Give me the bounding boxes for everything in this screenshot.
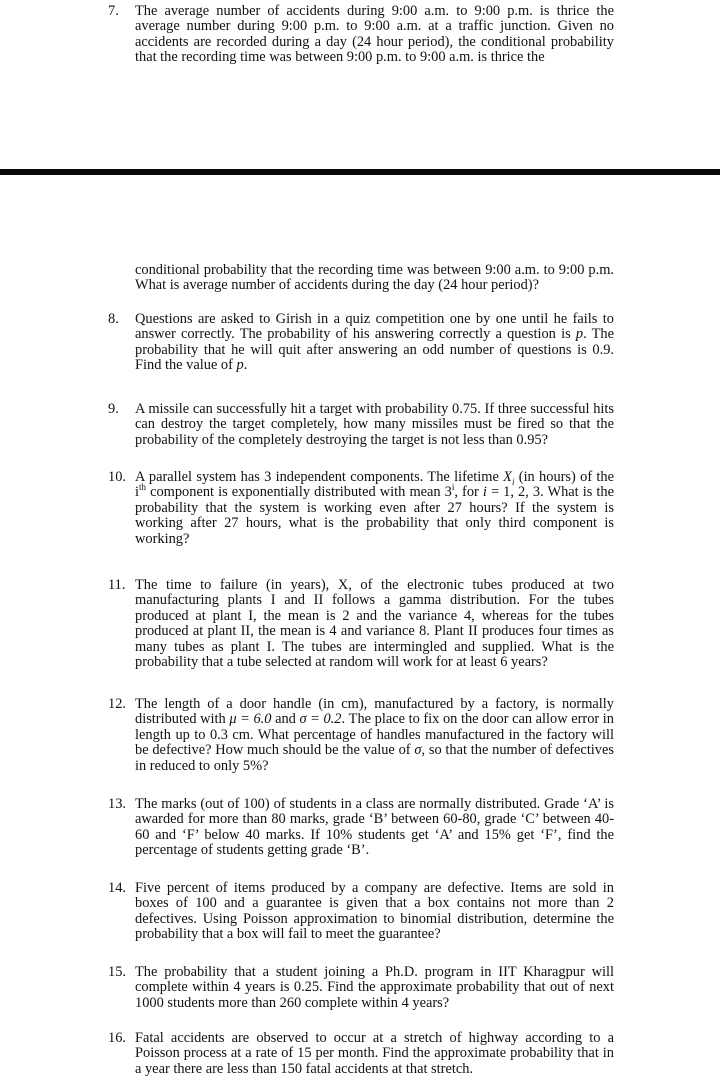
question-number: 8. xyxy=(108,311,119,327)
question-number: 7. xyxy=(108,3,119,19)
question-number: 10. xyxy=(108,469,126,485)
question-12 xyxy=(108,697,614,774)
question-10 xyxy=(108,470,614,547)
question-text: Fatal accidents are observed to occur at a stretch of highway according to a Poisson process at a rate of 15 per month. Find the approximate probability that in a year there are less than 150 fatal accidents at that stretch. xyxy=(135,1030,614,1077)
question-13 xyxy=(108,797,614,859)
question-text: A parallel system has 3 independent components. The lifetime $X_i$ (in hours) of the $i^{th}$ component is exponentially distributed with mean 3$^i$, for i = 1, 2, 3. What is the probability that the system is working even after 27 hours? If the system is working after 27 hours, what is the probability that only third component is working? xyxy=(135,469,615,547)
question-number: 11. xyxy=(108,577,126,593)
question-text: Questions are asked to Girish in a quiz competition one by one until he fails to answer correctly. The probability of his answering correctly a question is p. The probability that he will quit after answering an odd number of questions is 0.9. Find the value of p. xyxy=(135,311,614,374)
question-number: 16. xyxy=(108,1030,126,1046)
question-11 xyxy=(108,578,614,670)
question-text: Five percent of items produced by a company are defective. Items are sold in boxes of 100 and a guarantee is given that a box contains not more than 2 defectives. Using Poisson approximation to binomial distribution, determine the probability that a box will fail to meet the guarantee? xyxy=(135,880,614,943)
question-7-fragment xyxy=(108,4,614,66)
question-9 xyxy=(108,402,614,448)
question-number: 9. xyxy=(108,401,119,417)
question-14 xyxy=(108,881,614,943)
question-16 xyxy=(108,1031,614,1077)
question-text: The time to failure (in years), X, of the electronic tubes produced at two manufacturing plants I and II follows a gamma distribution. For the tubes produced at plant I, the mean is 2 and the variance 4, whereas for the tubes produced at plant II, the mean is 4 and variance 8. Plant II produces four times as many tubes as plant I. The tubes are intermingled and supplied. What is the probability that a tube selected at random will work for at least 6 years? xyxy=(135,577,614,671)
question-text: The probability that a student joining a Ph.D. program in IIT Kharagpur will complete within 4 years is 0.25. Find the approximate probability that out of next 1000 students more than 260 complete within 4 years? xyxy=(135,964,614,1011)
question-text: The average number of accidents during 9:00 a.m. to 9:00 p.m. is thrice the average number during 9:00 p.m. to 9:00 a.m. at a traffic junction. Given no accidents are recorded during a day (24 hour period), the conditional probability that the recording time was between 9:00 p.m. to 9:00 a.m. is thrice the xyxy=(135,3,614,66)
question-text: The length of a door handle (in cm), manufactured by a factory, is normally distributed with μ = 6.0 and σ = 0.2. The place to fix on the door can allow error in length up to 0.3 cm. What percentage of handles manufactured in the factory will be defective? How much should be the value of σ, so that the number of defectives in reduced to only 5%? xyxy=(135,696,614,774)
page-divider xyxy=(0,169,720,175)
question-15 xyxy=(108,965,614,1011)
question-text: The marks (out of 100) of students in a class are normally distributed. Grade ‘A’ is awarded for more than 80 marks, grade ‘B’ between 60-80, grade ‘C’ between 40-60 and ‘F’ below 40 marks. If 10% students get ‘A’ and 15% get ‘F’, find the percentage of students getting grade ‘B’. xyxy=(135,796,614,859)
question-number: 13. xyxy=(108,796,126,812)
question-number: 14. xyxy=(108,880,126,896)
question-number: 12. xyxy=(108,696,126,712)
question-7-continuation: conditional probability that the recording time was between 9:00 a.m. to 9:00 p.m. What is average number of accidents during the day (24 hour period)? xyxy=(135,262,614,294)
question-number: 15. xyxy=(108,964,126,980)
question-8 xyxy=(108,312,614,374)
question-text: A missile can successfully hit a target with probability 0.75. If three successful hits can destroy the target completely, how many missiles must be fired so that the probability of the completely destroying the target is not less than 0.95? xyxy=(135,401,614,448)
